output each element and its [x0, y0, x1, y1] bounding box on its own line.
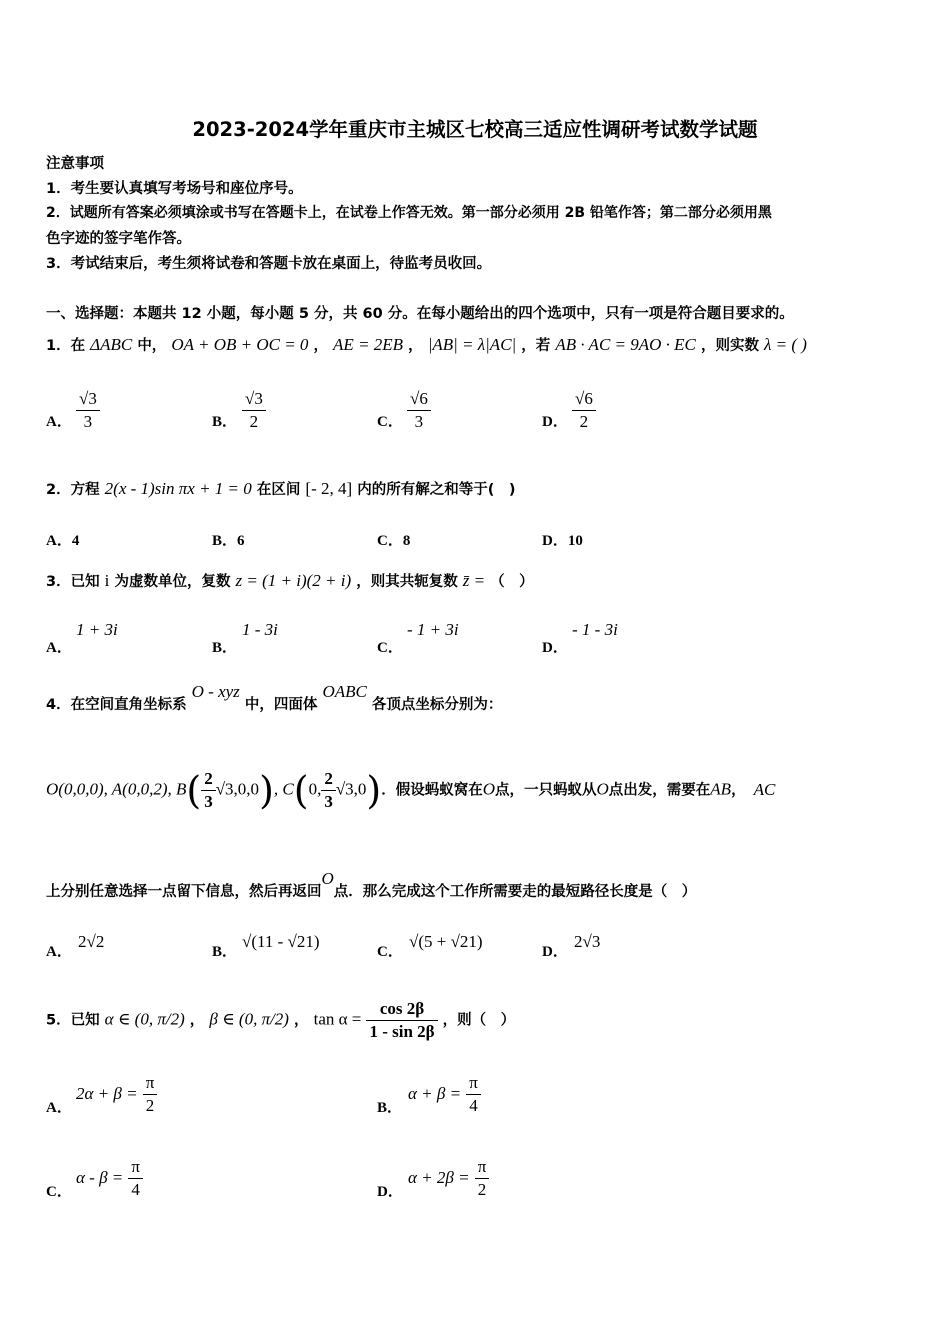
- q1-b-den: 2: [249, 412, 259, 431]
- q4-c-num: 2: [321, 768, 336, 791]
- q1-option-c-label: C．: [377, 414, 403, 430]
- q5-a-den: 2: [145, 1096, 155, 1115]
- page-title: 2023-2024学年重庆市主城区七校高三适应性调研考试数学试题: [192, 118, 758, 141]
- q5-option-d-label: D．: [377, 1184, 403, 1200]
- q5-c-num: π: [128, 1156, 143, 1179]
- q1-option-c[interactable]: [407, 388, 431, 433]
- q4-point-o: O: [596, 779, 609, 799]
- q4-coords-c: , C: [273, 779, 294, 799]
- q1-magnitude: |AB| = λ|AC|: [427, 335, 517, 354]
- q3-text: ，则其共轭复数: [356, 574, 458, 590]
- q4-option-b[interactable]: [242, 932, 320, 952]
- q1-sep: ，: [313, 338, 328, 354]
- q5-a-num: π: [143, 1072, 158, 1095]
- q5-option-c-label: C．: [46, 1184, 72, 1200]
- q4-segment-ac: AC: [753, 779, 776, 799]
- q2-option-a[interactable]: A．4: [46, 533, 80, 549]
- q2-interval: [- 2, 4]: [305, 479, 353, 498]
- q2-equation: 2(x - 1)sin πx + 1 = 0: [104, 479, 252, 498]
- q2-option-c[interactable]: C．8: [377, 533, 411, 549]
- q5-a-lhs: 2α + β =: [76, 1084, 138, 1103]
- q3-conjugate: z̄ =: [462, 571, 486, 590]
- q5-c-lhs: α - β =: [76, 1168, 124, 1187]
- q4-option-a[interactable]: [78, 932, 104, 952]
- q5-number: 5．已知: [46, 1012, 100, 1029]
- q1-option-d-label: D．: [542, 414, 568, 430]
- question-2: [46, 478, 515, 499]
- q2-option-d[interactable]: D．10: [542, 533, 583, 549]
- q1-c-num: √6: [407, 388, 431, 411]
- q5-tan-den: 1 - sin 2β: [369, 1022, 435, 1041]
- q4-option-b-label: B．: [212, 944, 238, 960]
- q5-b-lhs: α + β =: [408, 1084, 462, 1103]
- q1-text: 中，: [137, 338, 167, 354]
- q5-c-den: 4: [131, 1180, 140, 1199]
- q3-option-b[interactable]: 1 - 3i: [242, 620, 278, 639]
- q1-sep: ，: [408, 338, 423, 354]
- q4-text: 上分别任意选择一点留下信息，然后再返回: [46, 884, 322, 900]
- q4-c-den: 3: [324, 792, 333, 811]
- q5-option-b[interactable]: [408, 1072, 481, 1117]
- q1-lambda: λ = ( ): [764, 335, 807, 354]
- q1-option-a-label: A．: [46, 414, 72, 430]
- q5-option-a-label: A．: [46, 1100, 72, 1116]
- q3-option-b-label: B．: [212, 640, 238, 656]
- q5-alpha-range: α ∈ (0, π/2): [104, 1009, 185, 1029]
- q4-point-o: O: [482, 779, 496, 799]
- q3-option-c-label: C．: [377, 640, 403, 656]
- q4-b-num: 2: [201, 768, 216, 791]
- q1-option-d[interactable]: [572, 388, 596, 433]
- q4-point-o: O: [321, 869, 334, 888]
- q1-vector-ae: AE = 2EB: [333, 335, 404, 354]
- q1-vector-sum: OA + OB + OC = 0: [171, 335, 309, 354]
- q2-option-b[interactable]: B．6: [212, 533, 245, 549]
- q4-c-value: √(5 + √21): [409, 932, 483, 951]
- q2-number: 2．方程: [46, 482, 100, 498]
- q3-option-a[interactable]: 1 + 3i: [76, 620, 118, 639]
- q5-option-c[interactable]: [76, 1156, 143, 1201]
- q4-sep: ，: [731, 782, 746, 799]
- q4-coord-system: O - xyz: [191, 682, 240, 701]
- q3-option-d[interactable]: - 1 - 3i: [572, 620, 618, 639]
- q4-b-value: √(11 - √21): [242, 932, 320, 951]
- q1-b-num: √3: [242, 388, 266, 411]
- question-1: [46, 334, 807, 355]
- question-5: [46, 998, 515, 1043]
- q3-equation: z = (1 + i)(2 + i): [235, 571, 352, 590]
- notice-item-1: 1．考生要认真填写考场号和座位序号。: [46, 181, 303, 197]
- q4-option-c[interactable]: [409, 932, 483, 952]
- q5-option-a[interactable]: [76, 1072, 157, 1117]
- q5-tan: tan α =: [313, 1009, 362, 1029]
- q1-text: ，若: [521, 338, 551, 354]
- q3-text: 为虚数单位，复数: [114, 574, 231, 590]
- q2-text: 在区间: [256, 482, 301, 498]
- q4-coordinates-line: O(0,0,0), A(0,0,2), B( $\frac{2}{3}$ √3,0,0), C(0, $\frac{2}{3}$ √3,0)．假设蚂蚁窝在O点，一只蚂蚁从O点出发，需要在AB， AC: [46, 768, 776, 813]
- question-4: [46, 682, 503, 714]
- q4-coords-oab: O(0,0,0), A(0,0,2), B: [46, 779, 187, 799]
- q5-text: ，则（ ）: [442, 1012, 516, 1029]
- q4-continuation: [46, 869, 697, 901]
- q4-option-c-label: C．: [377, 944, 403, 960]
- q4-option-d-label: D．: [542, 944, 568, 960]
- notice-heading: 注意事项: [46, 156, 104, 172]
- q3-number: 3．已知: [46, 574, 100, 590]
- q3-option-a-label: A．: [46, 640, 72, 656]
- q5-d-den: 2: [477, 1180, 487, 1199]
- q3-imag-unit: i: [104, 571, 110, 590]
- q5-d-lhs: α + 2β =: [408, 1168, 470, 1187]
- question-3: [46, 570, 534, 591]
- q2-text: 内的所有解之和等于( ): [357, 482, 516, 498]
- q4-c-pre: 0,: [308, 779, 322, 799]
- q5-option-d[interactable]: [408, 1156, 489, 1201]
- q4-text: 中，四面体: [244, 697, 318, 713]
- q4-text: 点出发，需要在: [608, 782, 711, 799]
- q4-a-value: 2√2: [78, 932, 105, 951]
- q1-option-b-label: B．: [212, 414, 238, 430]
- q4-number: 4．在空间直角坐标系: [46, 697, 187, 713]
- q5-b-num: π: [466, 1072, 481, 1095]
- q4-tetrahedron: OABC: [322, 682, 367, 701]
- q4-c-rest: √3,0: [335, 779, 367, 799]
- q3-option-d-label: D．: [542, 640, 568, 656]
- q4-text: 点．那么完成这个工作所需要走的最短路径长度是（ ）: [333, 884, 697, 900]
- q5-option-b-label: B．: [377, 1100, 403, 1116]
- q5-sep: ，: [189, 1012, 205, 1029]
- q5-tan-num: cos 2β: [366, 998, 437, 1021]
- section-heading: 一、选择题：本题共 12 小题，每小题 5 分，共 60 分。在每小题给出的四个选项中，只有一项是符合题目要求的。: [46, 306, 794, 322]
- q1-c-den: 3: [414, 412, 424, 431]
- q5-d-num: π: [475, 1156, 490, 1179]
- q5-b-den: 4: [469, 1096, 478, 1115]
- q1-d-num: √6: [572, 388, 596, 411]
- q1-triangle: ΔABC: [90, 335, 133, 354]
- q4-option-a-label: A．: [46, 944, 72, 960]
- q4-option-d[interactable]: [574, 932, 600, 952]
- q1-a-den: 3: [83, 412, 93, 431]
- q1-a-num: √3: [76, 388, 100, 411]
- q5-sep: ，: [294, 1012, 309, 1029]
- q1-text: ，则实数: [700, 338, 759, 354]
- q1-d-den: 2: [579, 412, 589, 431]
- q4-segment-ab: AB: [710, 779, 732, 799]
- q4-text: ．假设蚂蚁窝在: [381, 782, 483, 799]
- q5-beta-range: β ∈ (0, π/2): [209, 1009, 289, 1029]
- q3-option-c[interactable]: - 1 + 3i: [407, 620, 459, 639]
- notice-item-3: 3．考试结束后，考生须将试卷和答题卡放在桌面上，待监考员收回。: [46, 256, 492, 272]
- q4-b-den: 3: [204, 792, 213, 811]
- q1-option-b[interactable]: [242, 388, 266, 433]
- q1-option-a[interactable]: [76, 388, 100, 433]
- notice-item-2: 2．试题所有答案必须填涂或书写在答题卡上，在试卷上作答无效。第一部分必须用 2B 铅笔作答；第二部分必须用黑: [46, 205, 772, 221]
- notice-item-2-cont: 色字迹的签字笔作答。: [46, 231, 191, 247]
- q4-text: 点，一只蚂蚁从: [495, 782, 597, 799]
- q3-text: （ ）: [490, 574, 534, 590]
- q4-d-value: 2√3: [574, 932, 601, 951]
- q4-b-rest: √3,0,0: [215, 779, 260, 799]
- q1-number: 1．在: [46, 338, 86, 354]
- q4-text: 各顶点坐标分别为：: [371, 697, 503, 713]
- q1-dot-product: AB · AC = 9AO · EC: [555, 335, 696, 354]
